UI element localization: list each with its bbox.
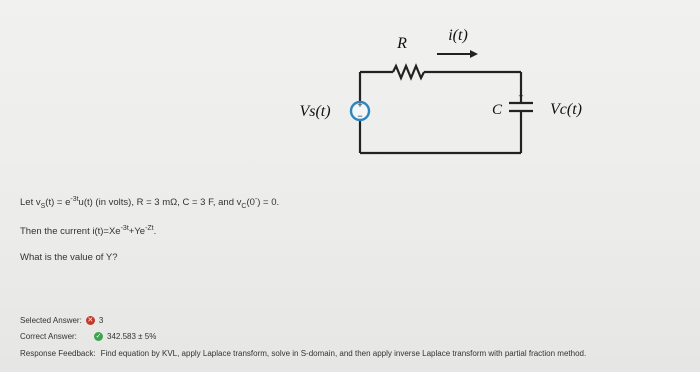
response-feedback-row bbox=[20, 349, 586, 358]
source-minus: − bbox=[357, 111, 363, 121]
capacitor-label: C bbox=[491, 102, 503, 118]
question-line-2: Then the current $i(t)=Xe^{-3t}+Ye^{-Zt}$. bbox=[20, 225, 157, 238]
vc-label: Vc(t) bbox=[550, 101, 582, 118]
current-label: i(t) bbox=[448, 27, 468, 44]
correct-answer-value: 342.583 ± 5% bbox=[107, 332, 157, 341]
selected-answer-row bbox=[20, 316, 103, 325]
source-label: Vs(t) bbox=[299, 103, 331, 120]
incorrect-icon: ✕ bbox=[87, 317, 94, 324]
circuit-diagram bbox=[0, 0, 700, 175]
capacitor-plus: + bbox=[518, 91, 524, 101]
question-line-3: What is the value of Y? bbox=[20, 252, 118, 263]
correct-answer-label: Correct Answer: bbox=[20, 332, 77, 341]
resistor-zigzag bbox=[393, 66, 424, 78]
response-feedback-label: Response Feedback: bbox=[20, 349, 96, 358]
correct-answer-row bbox=[20, 332, 156, 341]
current-arrow bbox=[437, 50, 478, 58]
selected-answer-label: Selected Answer: bbox=[20, 316, 82, 325]
question-line-1: Let $v_S(t) = e^{-3t}u(t)$ (in volts), R = 3 mΩ, C = 3 F, and $v_C(0^-) = 0$. bbox=[20, 196, 280, 211]
response-feedback-text: Find equation by KVL, apply Laplace transform, solve in S-domain, and then apply inverse Laplace transform with partial fraction method. bbox=[100, 349, 587, 358]
correct-icon: ✓ bbox=[95, 333, 102, 340]
source-plus: + bbox=[357, 100, 363, 110]
selected-answer-value: 3 bbox=[98, 316, 104, 325]
resistor-label: R bbox=[397, 35, 407, 52]
